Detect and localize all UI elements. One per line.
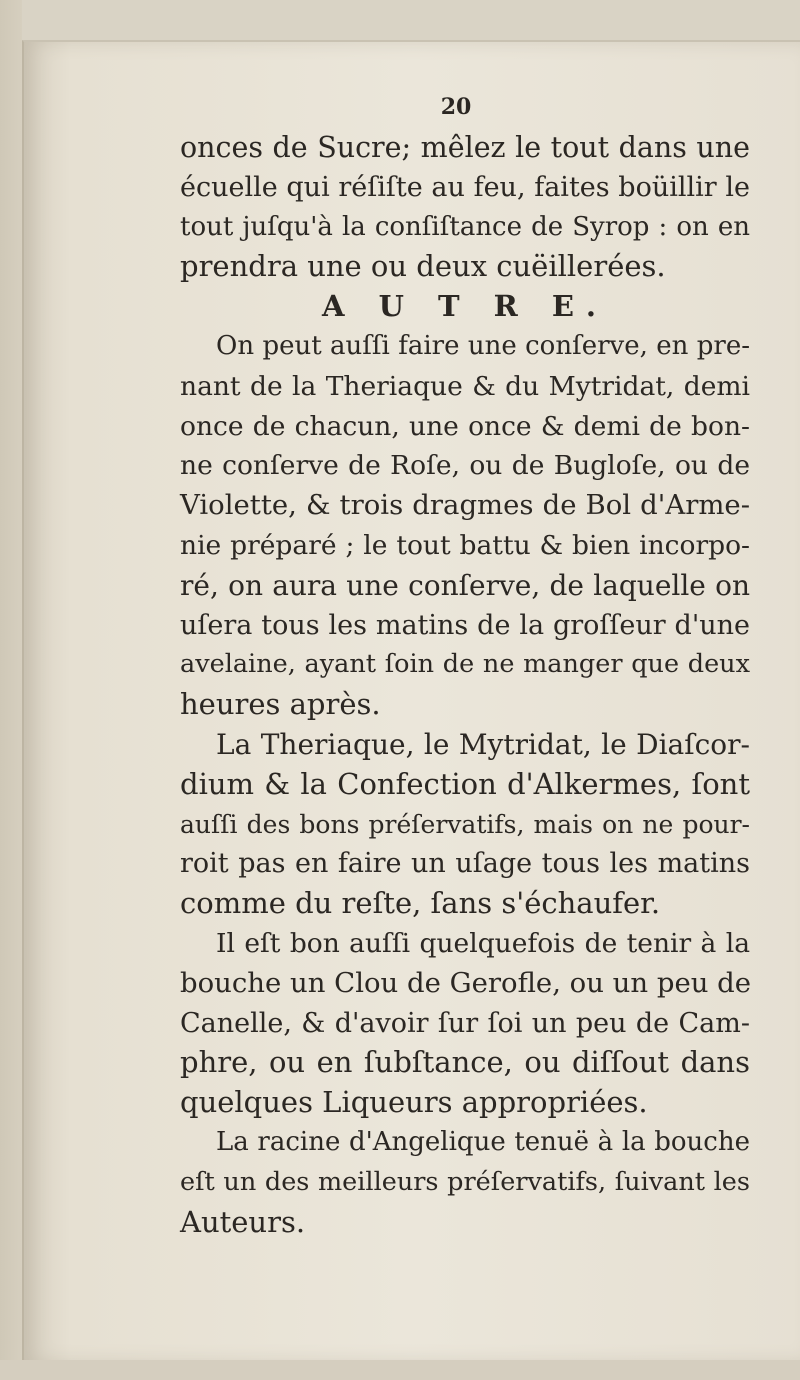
text-line: tout juſqu'à la conſiſtance de Syrop : on en xyxy=(180,211,750,242)
page-text xyxy=(180,128,750,1242)
page-number: 20 xyxy=(440,94,472,120)
text-line: quelques Liqueurs appropriées. xyxy=(180,1085,648,1120)
text-line: bouche un Clou de Gerofle, ou un peu de xyxy=(180,966,752,999)
text-line: Canelle, & d'avoir ſur ſoi un peu de Cam- xyxy=(180,1007,750,1039)
page-bottom-edge xyxy=(0,1360,800,1380)
text-line: uſera tous les matins de la groſſeur d'une xyxy=(180,609,750,641)
text-line: once de chacun, une once & demi de bon- xyxy=(180,410,750,442)
text-line: Violette, & trois dragmes de Bol d'Arme- xyxy=(180,489,750,522)
text-line: prendra une ou deux cuëillerées. xyxy=(180,249,666,284)
text-line: comme du reſte, ſans s'échaufer. xyxy=(180,886,661,921)
text-line: heures après. xyxy=(180,687,381,722)
text-line: nie préparé ; le tout battu & bien incorpo- xyxy=(180,529,750,561)
book-gutter-shadow xyxy=(0,0,22,1380)
text-line: écuelle qui réſiſte au feu, faites boüillir le xyxy=(180,171,750,203)
text-line: La racine d'Angelique tenuë à la bouche xyxy=(216,1126,750,1157)
text-line: phre, ou en ſubſtance, ou diſſout dans xyxy=(180,1045,750,1080)
text-line: onces de Sucre; mêlez le tout dans une xyxy=(180,131,750,164)
text-line: dium & la Confection d'Alkermes, ſont xyxy=(180,766,750,801)
text-line: nant de la Theriaque & du Mytridat, demi xyxy=(180,370,750,402)
text-line: roit pas en faire un uſage tous les matins xyxy=(180,848,750,880)
text-line: ré, on aura une conſerve, de laquelle on xyxy=(180,568,750,602)
text-line: ne conſerve de Roſe, ou de Bugloſe, ou de xyxy=(180,450,750,482)
text-line: avelaine, ayant ſoin de ne manger que deux xyxy=(180,649,750,680)
text-line: La Theriaque, le Mytridat, le Diaſcor- xyxy=(216,727,750,761)
section-heading: A U T R E. xyxy=(321,289,609,324)
text-line: auſſi des bons préſervatifs, mais on ne pour- xyxy=(180,809,750,839)
text-line: On peut auſſi faire une conſerve, en pre- xyxy=(216,330,750,361)
text-line: Auteurs. xyxy=(180,1204,306,1239)
text-line: Il eſt bon auſſi quelquefois de tenir à la xyxy=(216,927,750,959)
text-line: eſt un des meilleurs préſervatifs, ſuivant les xyxy=(180,1166,750,1197)
